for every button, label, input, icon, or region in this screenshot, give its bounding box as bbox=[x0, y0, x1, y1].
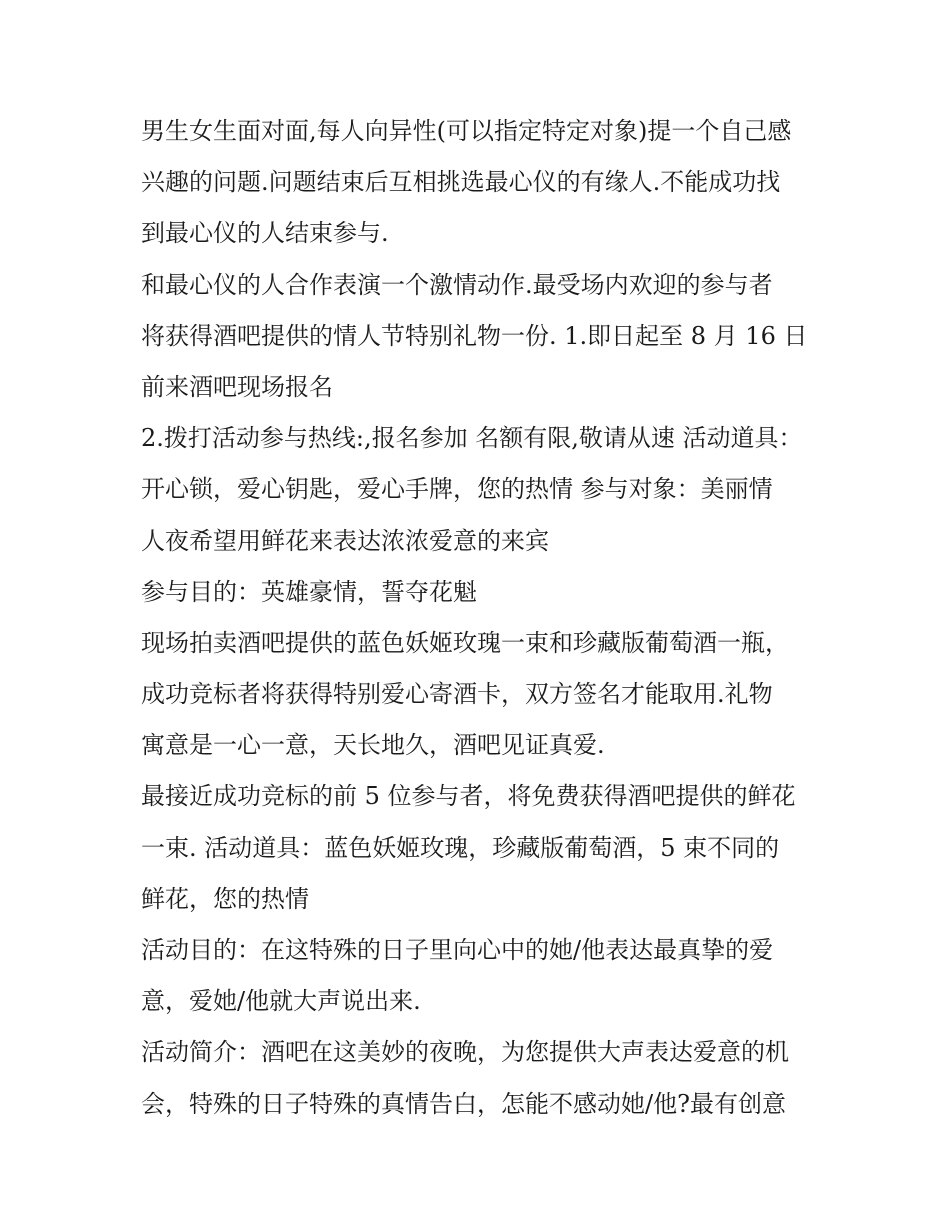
text-line: 活动目的：在这特殊的日子里向心中的她/他表达最真挚的爱 bbox=[141, 936, 774, 964]
text-line: 意，爱她/他就大声说出来. bbox=[141, 987, 421, 1016]
text-line: 将获得酒吧提供的情人节特别礼物一份. 1.即日起至 8 月 16 日 bbox=[141, 321, 808, 350]
text-line: 参与目的：英雄豪情，誓夺花魁 bbox=[141, 577, 477, 606]
text-line: 和最心仪的人合作表演一个激情动作.最受场内欢迎的参与者 bbox=[141, 270, 773, 299]
text-line: 一束. 活动道具：蓝色妖姬玫瑰，珍藏版葡萄酒，5 束不同的 bbox=[141, 833, 780, 862]
text-line: 兴趣的问题.问题结束后互相挑选最心仪的有缘人.不能成功找 bbox=[141, 168, 781, 197]
text-line: 成功竞标者将获得特别爱心寄酒卡，双方签名才能取用.礼物 bbox=[141, 680, 773, 709]
text-line: 最接近成功竞标的前 5 位参与者，将免费获得酒吧提供的鲜花 bbox=[141, 782, 796, 811]
text-line: 到最心仪的人结束参与. bbox=[141, 219, 389, 248]
text-line: 会，特殊的日子特殊的真情告白，怎能不感动她/他?最有创意 bbox=[141, 1089, 786, 1118]
document-body bbox=[141, 106, 831, 1130]
text-line: 前来酒吧现场报名 bbox=[141, 372, 333, 401]
text-line: 男生女生面对面,每人向异性(可以指定特定对象)提一个自己感 bbox=[141, 117, 792, 145]
text-line: 寓意是一心一意，天长地久，酒吧见证真爱. bbox=[141, 731, 605, 760]
text-line: 现场拍卖酒吧提供的蓝色妖姬玫瑰一束和珍藏版葡萄酒一瓶， bbox=[141, 628, 789, 657]
text-line: 鲜花，您的热情 bbox=[141, 884, 309, 913]
text-line: 2.拨打活动参与热线:,报名参加 名额有限,敬请从速 活动道具： bbox=[141, 424, 803, 453]
text-line: 活动简介：酒吧在这美妙的夜晚，为您提供大声表达爱意的机 bbox=[141, 1038, 789, 1067]
text-line: 人夜希望用鲜花来表达浓浓爱意的来宾 bbox=[141, 526, 549, 555]
text-line: 开心锁，爱心钥匙，爱心手牌，您的热情 参与对象：美丽情 bbox=[141, 475, 773, 504]
